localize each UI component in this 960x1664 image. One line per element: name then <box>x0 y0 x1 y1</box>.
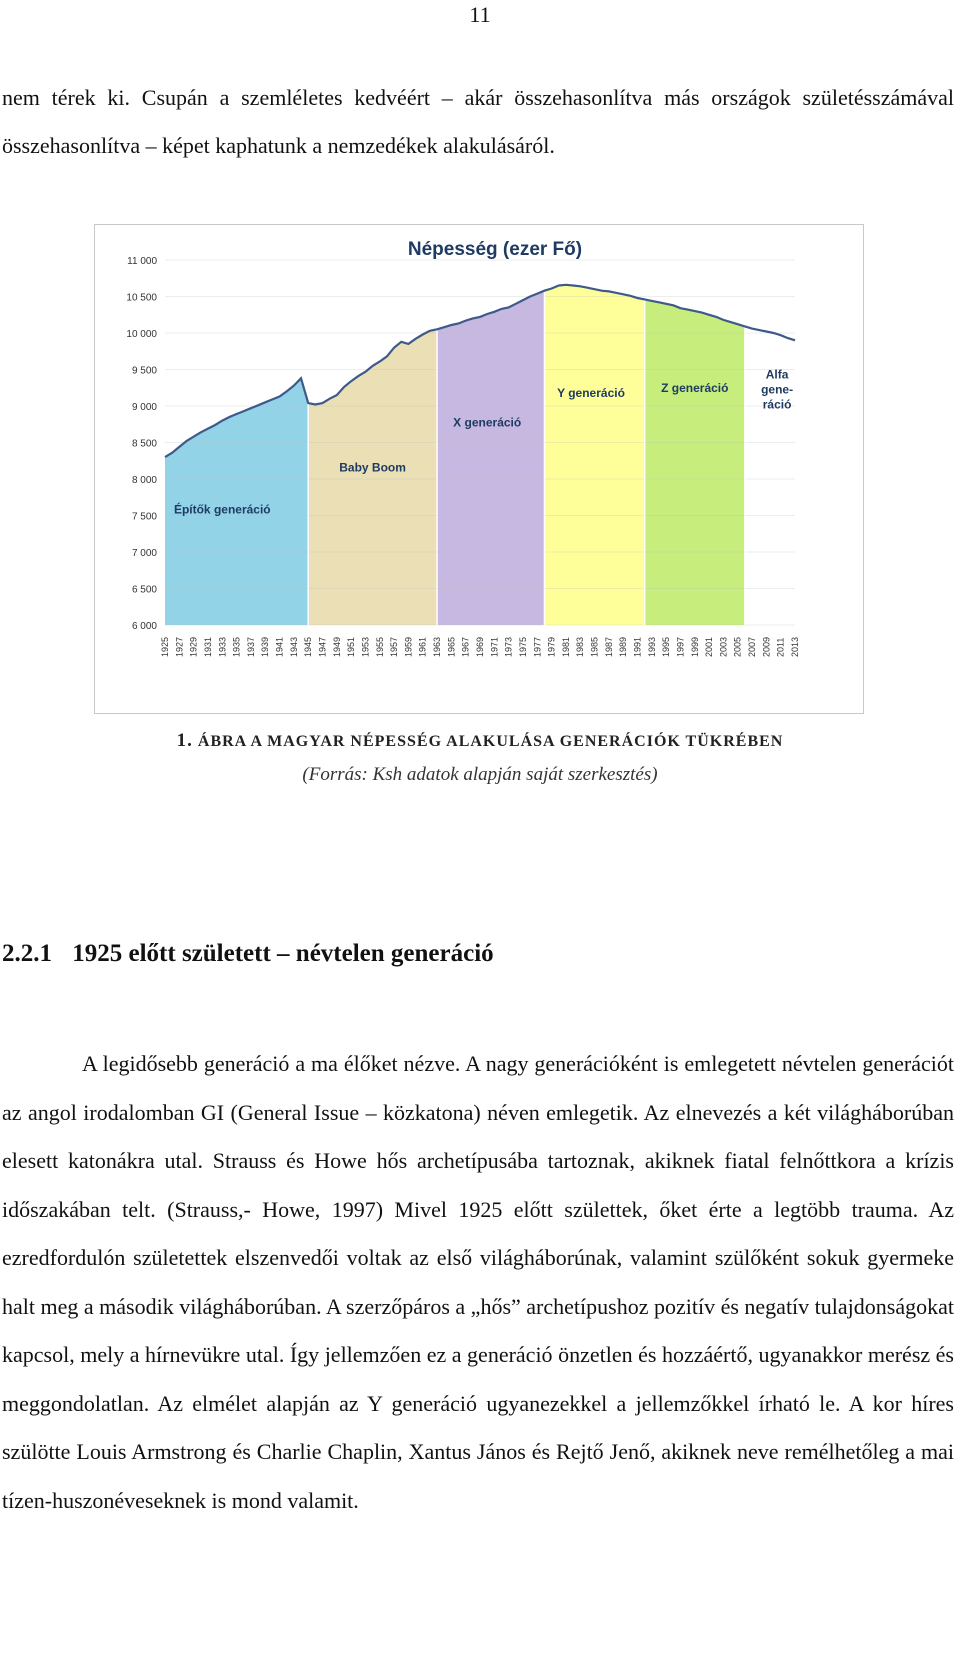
x-tick-label: 1965 <box>446 636 457 657</box>
intro-text: nem térek ki. Csupán a szemléletes kedvéért – akár összehasonlítva más országok születésszámával összehasonlítva – képet kaphatunk a nemzedékek alakulásáról. <box>2 85 954 158</box>
figure-caption-number: 1. <box>176 730 193 751</box>
x-tick-label: 1991 <box>632 636 643 657</box>
chart-title: Népesség (ezer Fő) <box>407 239 583 260</box>
population-chart <box>94 224 864 714</box>
body-paragraph: A legidősebb generáció a ma élőket nézve. A nagy generációként is emlegetett névtelen generációt az angol irodalomban GI (General Issue – közkatona) néven emlegetik. Az elnevezés a két világháborúban elesett katonákra utal. Strauss és Howe hős archetípusába tartoznak, akiknek fiatal felnőttkora a krízis időszakában telt. (Strauss,- Howe, 1997) Mivel 1925 előtt születtek, őket érte a legtöbb trauma. Az ezredfordulón születettek elszenvedői voltak az első világháborúnak, valamint szülőként sokuk gyermeke halt meg a második világháborúban. A szerzőpáros a „hős” archetípushoz pozitív és negatív tulajdonságokat kapcsol, mely a hírnevükre utal. Így jellemzően ez a generáció önzetlen és hozzáértő, ugyanakkor merész és meggondolatlan. Az elmélet alapján az Y generáció ugyanezekkel a jellemzőkkel írható le. A kor híres szülötte Louis Armstrong és Charlie Chaplin, Xantus János és Rejtő Jenő, akiknek neve remélhetőleg a mai tízen-huszonéveseknek is mond valamit. <box>2 1051 954 1513</box>
x-tick-label: 1997 <box>675 636 686 657</box>
x-axis-ticks <box>160 637 800 657</box>
x-tick-label: 1941 <box>274 636 285 657</box>
generation-label: Z generáció <box>661 381 729 396</box>
page-number: 11 <box>469 2 491 27</box>
y-tick-label: 6 000 <box>131 621 157 632</box>
x-tick-label: 1989 <box>618 636 629 657</box>
y-tick-label: 8 500 <box>131 438 157 450</box>
x-tick-label: 2005 <box>732 636 743 657</box>
x-tick-label: 1947 <box>317 636 328 657</box>
x-tick-label: 1959 <box>403 636 414 657</box>
y-tick-label: 8 000 <box>131 475 157 486</box>
x-tick-label: 1939 <box>260 636 271 657</box>
generation-label: Baby Boom <box>339 460 406 475</box>
x-tick-label: 1927 <box>174 636 185 657</box>
x-tick-label: 1943 <box>288 636 299 657</box>
x-tick-label: 1967 <box>460 636 471 657</box>
x-tick-label: 1983 <box>575 636 586 657</box>
x-tick-label: 1995 <box>661 636 672 657</box>
y-tick-label: 9 000 <box>131 402 157 413</box>
x-tick-label: 2007 <box>747 636 757 657</box>
y-tick-label: 6 500 <box>131 584 157 596</box>
chart-svg <box>95 225 863 713</box>
x-tick-label: 1981 <box>560 636 571 657</box>
y-tick-label: 9 500 <box>131 365 157 377</box>
figure-caption-text: ÁBRA A MAGYAR NÉPESSÉG ALAKULÁSA GENERÁCIÓK TÜKRÉBEN <box>197 733 784 750</box>
x-tick-label: 1971 <box>489 636 500 657</box>
x-tick-label: 2001 <box>704 636 715 657</box>
x-tick-label: 2013 <box>790 636 800 657</box>
x-tick-label: 1955 <box>374 636 385 657</box>
generation-label: Alfa gene-ráció <box>761 367 794 412</box>
y-tick-label: 10 000 <box>126 329 157 340</box>
x-tick-label: 1951 <box>346 636 357 657</box>
section-number: 2.2.1 <box>2 940 52 967</box>
x-tick-label: 1935 <box>231 636 242 657</box>
x-tick-label: 1979 <box>546 636 557 657</box>
x-tick-label: 1977 <box>532 636 543 657</box>
generation-label: X generáció <box>453 415 522 430</box>
x-tick-label: 2011 <box>775 637 786 657</box>
x-tick-label: 1969 <box>475 636 485 657</box>
figure-caption <box>0 730 960 752</box>
x-tick-label: 2003 <box>718 636 729 657</box>
x-tick-label: 1975 <box>518 636 528 657</box>
x-tick-label: 1961 <box>417 636 428 657</box>
y-tick-label: 11 000 <box>127 256 157 267</box>
x-tick-label: 1925 <box>160 636 170 657</box>
generation-band-1 <box>308 329 437 625</box>
x-tick-label: 1973 <box>503 636 514 657</box>
x-tick-label: 1945 <box>303 636 314 657</box>
x-tick-label: 1993 <box>646 636 657 657</box>
x-tick-label: 1929 <box>188 636 199 657</box>
generation-band-4 <box>645 299 745 625</box>
y-tick-label: 7 000 <box>131 548 157 559</box>
intro-paragraph <box>2 74 954 170</box>
figure-source: (Forrás: Ksh adatok alapján saját szerkesztés) <box>302 764 658 785</box>
x-tick-label: 1949 <box>331 636 342 657</box>
x-tick-label: 1999 <box>689 636 700 657</box>
x-tick-label: 1953 <box>360 636 371 657</box>
generation-band-2 <box>437 291 544 625</box>
y-axis-ticks <box>126 256 157 632</box>
x-tick-label: 1985 <box>589 636 600 657</box>
generation-bands <box>165 285 795 625</box>
x-tick-label: 1937 <box>245 636 256 657</box>
section-title: 1925 előtt született – névtelen generáció <box>72 940 494 967</box>
x-tick-label: 1987 <box>603 636 614 657</box>
x-tick-label: 1963 <box>432 636 442 657</box>
generation-label: Építők generáció <box>173 502 271 517</box>
y-tick-label: 10 500 <box>126 292 157 304</box>
generation-label: Y generáció <box>557 386 625 401</box>
x-tick-label: 2009 <box>761 636 772 657</box>
generation-band-3 <box>544 285 644 625</box>
x-tick-label: 1957 <box>389 636 400 657</box>
section-heading <box>2 940 494 968</box>
y-tick-label: 7 500 <box>131 511 157 523</box>
x-tick-label: 1931 <box>203 636 213 657</box>
x-tick-label: 1933 <box>217 636 228 657</box>
